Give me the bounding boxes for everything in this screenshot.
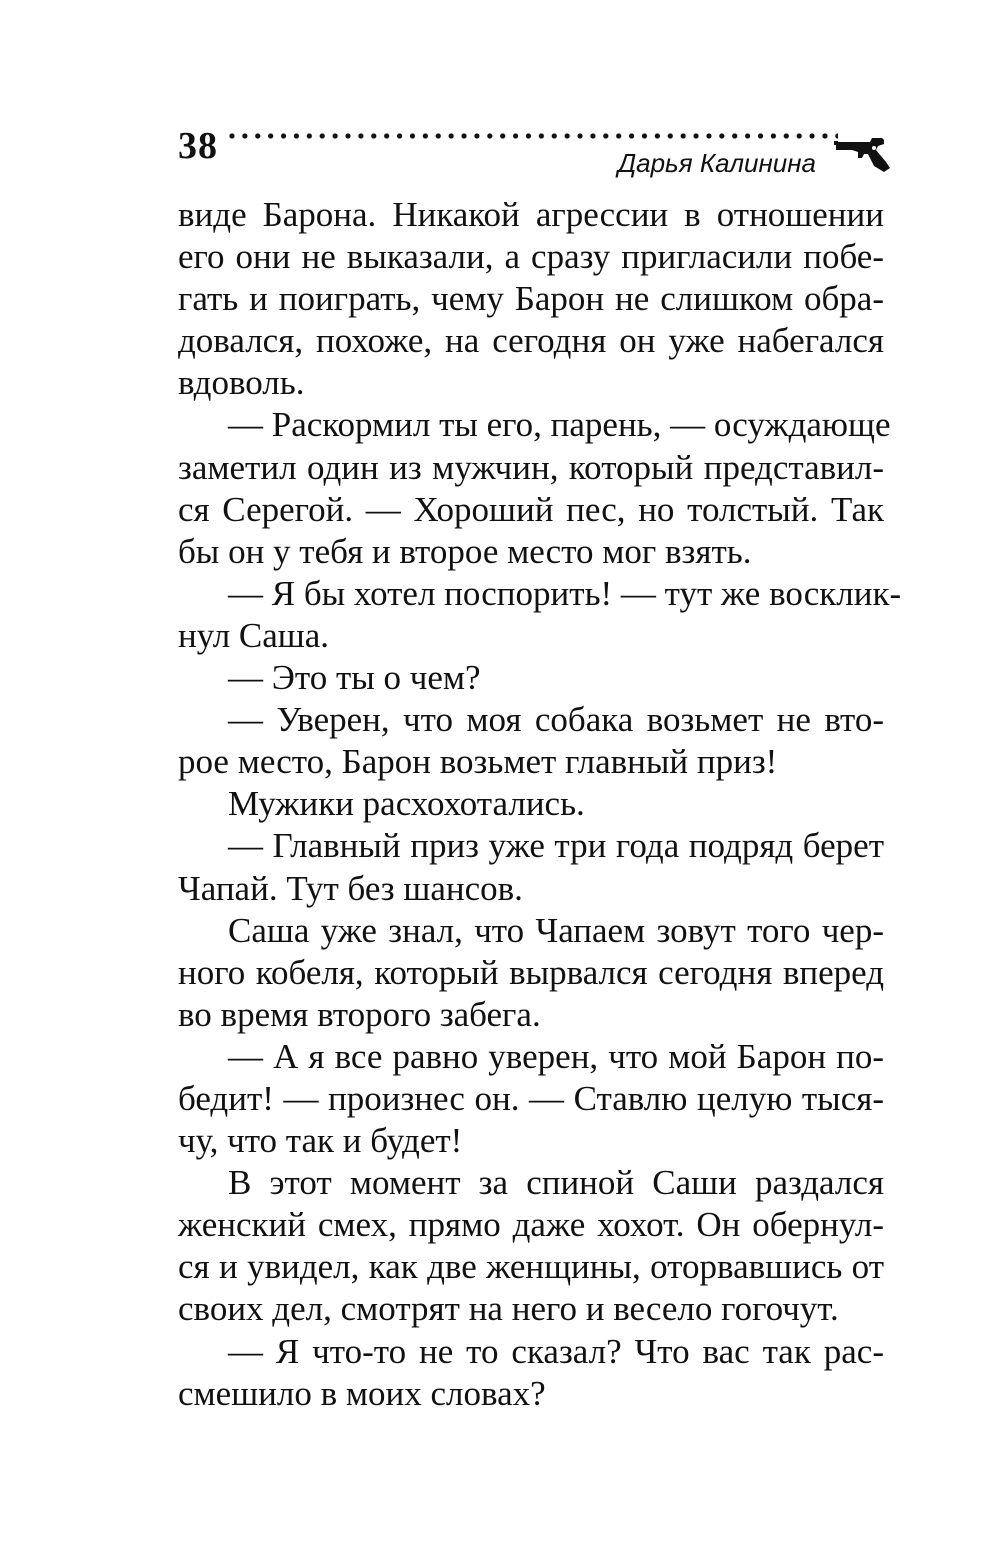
text-line: рое место, Барон возьмет главный приз!: [178, 742, 778, 782]
text-line: — Раскормил ты его, парень, — осуждающе: [228, 405, 891, 445]
text-line: ся и увидел, как две женщины, оторвавшись от: [178, 1247, 884, 1287]
text-line: — Я бы хотел поспорить! — тут же восклик-: [228, 573, 902, 613]
text-line: смешило в моих словах?: [178, 1373, 546, 1413]
paragraph: [178, 657, 884, 699]
text-line: вдоволь.: [178, 363, 305, 403]
text-line: чу, что так и будет!: [178, 1121, 463, 1161]
paragraph: [178, 194, 884, 404]
dotted-rule: [228, 132, 838, 140]
text-line: довался, похоже, на сегодня он уже набегался: [178, 321, 884, 361]
text-line: — Уверен, что моя собака возьмет не вто-: [228, 700, 884, 740]
text-line: — Я что-то не то сказал? Что вас так рас-: [228, 1331, 884, 1371]
text-line: ся Серегой. — Хороший пес, но толстый. Так: [178, 489, 884, 529]
text-line: его они не выказали, а сразу пригласили побе-: [178, 237, 884, 277]
text-line: бедит! — произнес он. — Ставлю целую тыся-: [178, 1078, 884, 1118]
paragraph: [178, 825, 884, 909]
paragraph: [178, 404, 891, 572]
text-line: В этот момент за спиной Саши раздался: [228, 1163, 884, 1203]
text-line: ного кобеля, который вырвался сегодня вперед: [178, 952, 884, 992]
text-line: своих дел, смотрят на него и весело гогочут.: [178, 1289, 839, 1329]
text-line: Чапай. Тут без шансов.: [178, 868, 523, 908]
paragraph: [178, 1331, 884, 1415]
text-line: женский смех, прямо даже хохот. Он обернул-: [178, 1205, 884, 1245]
text-line: — А я все равно уверен, что мой Барон по-: [228, 1036, 884, 1076]
text-line: — Главный приз уже три года подряд берет: [228, 826, 884, 866]
revolver-icon: [834, 128, 892, 172]
paragraph: [178, 1036, 884, 1162]
paragraph: [178, 1162, 884, 1330]
text-line: бы он у тебя и второе место мог взять.: [178, 531, 752, 571]
paragraph: [178, 783, 884, 825]
text-line: гать и поиграть, чему Барон не слишком обра-: [178, 279, 884, 319]
text-line: Саша уже знал, что Чапаем зовут того чер-: [228, 910, 884, 950]
body-text: [178, 194, 902, 1415]
text-line: — Это ты о чем?: [228, 658, 481, 698]
text-line: заметил один из мужчин, который представил-: [178, 447, 884, 487]
text-line: виде Барона. Никакой агрессии в отношении: [178, 195, 884, 234]
paragraph: [178, 910, 884, 1036]
paragraph: [178, 573, 902, 657]
author-name: Дарья Калинина: [617, 148, 816, 178]
text-line: Мужики расхохотались.: [228, 784, 585, 824]
text-line: нул Саша.: [178, 615, 330, 655]
text-line: во время второго забега.: [178, 994, 541, 1034]
page-number: 38: [178, 125, 218, 167]
paragraph: [178, 699, 884, 783]
